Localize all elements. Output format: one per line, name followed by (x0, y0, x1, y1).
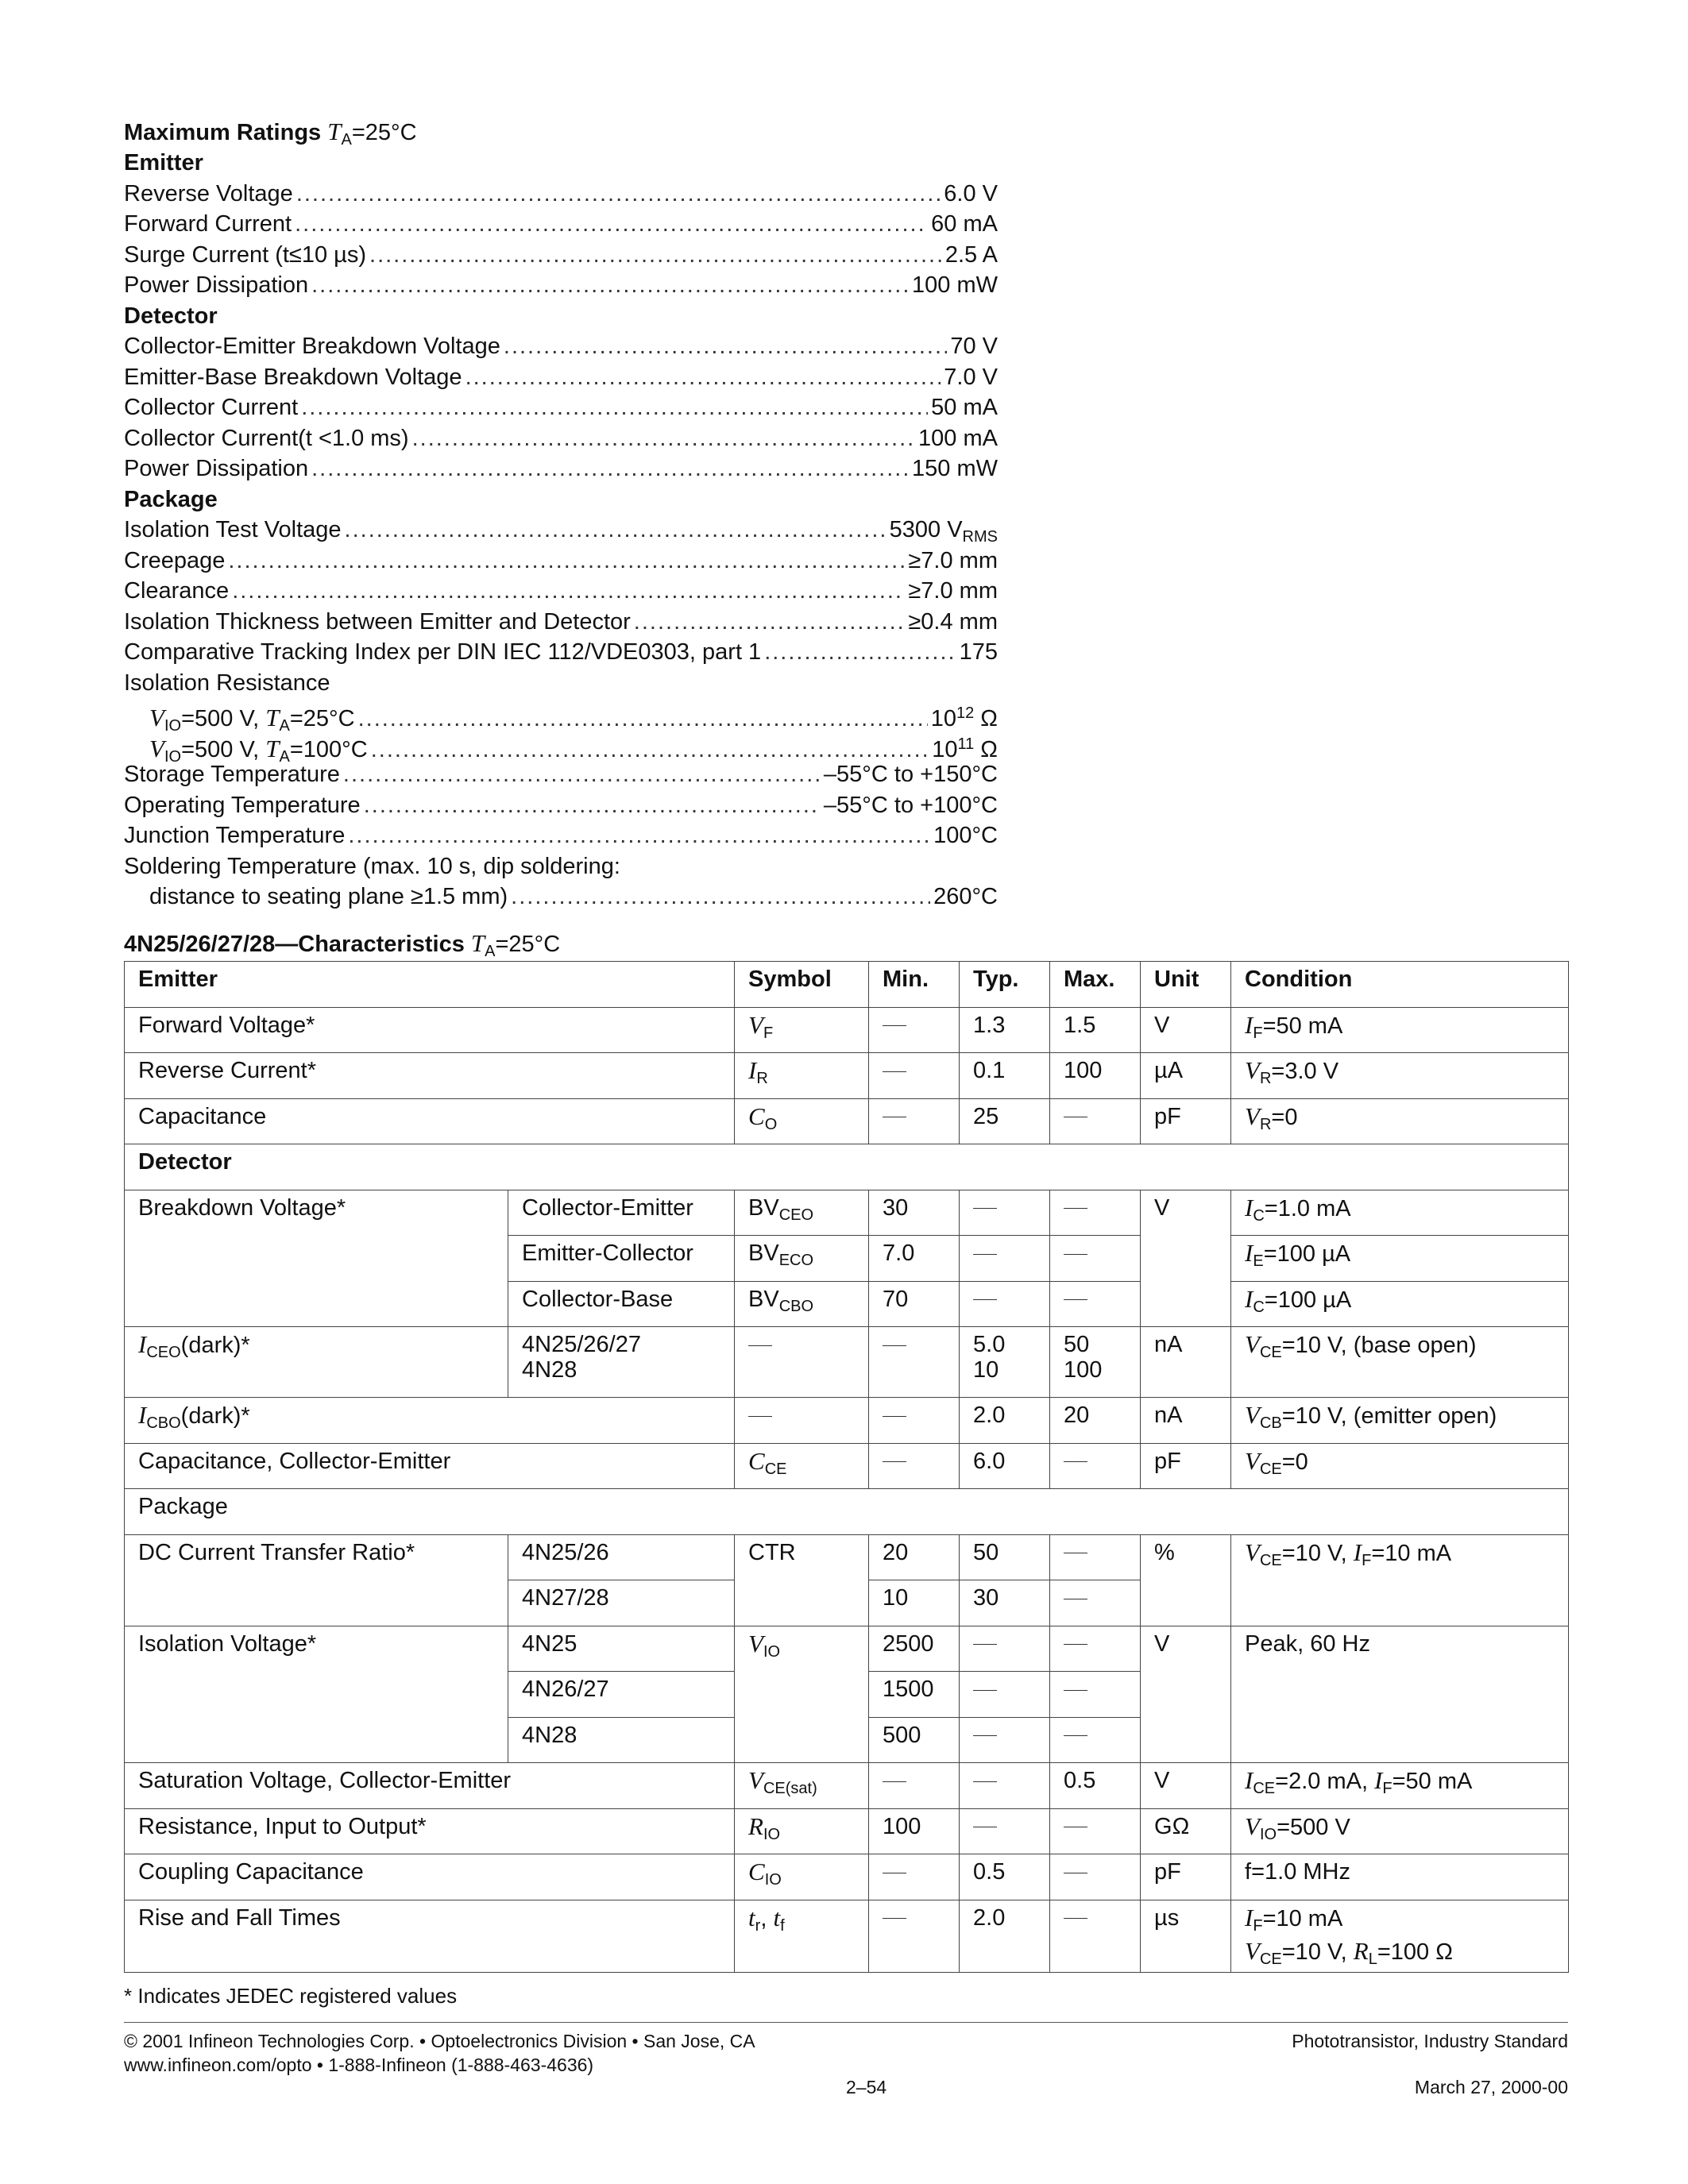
rating-row (124, 209, 998, 240)
table-cell: 7.0 (869, 1236, 960, 1282)
characteristics-table (124, 961, 1569, 1973)
dash-mark (973, 1299, 997, 1300)
table-cell: $C_O$ (735, 1098, 869, 1144)
table-cell: 25 (960, 1098, 1050, 1144)
table-cell: f=1.0 MHz (1231, 1854, 1569, 1900)
table-cell: $V_{CE}=10$ V, $I_F=10$ mA (1231, 1534, 1569, 1626)
rating-row (124, 607, 998, 638)
dot-leader (311, 270, 909, 301)
dot-leader (358, 704, 928, 735)
table-cell: Breakdown Voltage* (125, 1190, 508, 1327)
dash-mark (1064, 1644, 1087, 1645)
table-cell: $I_{CEO}(dark)*$ (125, 1327, 508, 1398)
footer-product-title: Phototransistor, Industry Standard (1292, 2031, 1568, 2051)
rating-value: 70 V (950, 334, 998, 359)
table-cell: GΩ (1141, 1808, 1231, 1854)
dot-leader (511, 882, 930, 913)
rating-value: ≥7.0 mm (908, 578, 998, 604)
maximum-ratings-title: Maximum Ratings $T_A=25^\circ C$ (124, 118, 417, 149)
characteristics-temperature-condition: $T_A=25^\circ C$ (470, 929, 561, 960)
table-cell: $C_{CE}$ (735, 1443, 869, 1489)
dash-mark (973, 1690, 997, 1691)
table-cell: Capacitance, Collector-Emitter (125, 1443, 735, 1489)
rating-value: 7.0 V (944, 364, 998, 390)
rating-label: Collector Current (124, 395, 299, 420)
rating-row (124, 179, 998, 210)
dash-mark (973, 1735, 997, 1736)
table-cell: 70 (869, 1281, 960, 1327)
table-cell (1050, 1626, 1141, 1672)
table-cell (960, 1808, 1050, 1854)
characteristics-title: 4N25/26/27/28—Characteristics $T_A=25^\circ C$ (124, 929, 561, 960)
rating-value: 50 mA (931, 395, 998, 420)
table-cell: $I_R$ (735, 1053, 869, 1099)
table-cell (1050, 1534, 1141, 1580)
table-cell: 0.5 (1050, 1763, 1141, 1809)
header-condition: Condition (1231, 962, 1569, 1008)
table-cell: pF (1141, 1854, 1231, 1900)
table-cell (869, 1900, 960, 1972)
table-cell: 5.0 10 (960, 1327, 1050, 1398)
dash-mark (748, 1345, 772, 1346)
table-cell (1050, 1900, 1141, 1972)
dash-mark (883, 1416, 906, 1417)
rating-label: Operating Temperature (124, 792, 361, 818)
table-cell: $V_R=0$ (1231, 1098, 1569, 1144)
rating-value: 6.0 V (944, 180, 998, 206)
table-row (125, 1443, 1569, 1489)
rating-label: $V_{IO}=500$ V, $T_A=100^\circ C$ (149, 734, 368, 766)
rating-label: Forward Current (124, 211, 292, 237)
table-cell: $V_{IO}$ (735, 1626, 869, 1763)
table-cell: 0.5 (960, 1854, 1050, 1900)
rating-value: 100 mA (918, 425, 998, 451)
table-cell: $V_{IO}=500$ V (1231, 1808, 1569, 1854)
rating-value: 260°C (933, 884, 998, 909)
dash-mark (883, 1461, 906, 1462)
dash-mark (973, 1644, 997, 1645)
dot-leader (296, 179, 941, 210)
table-cell: µs (1141, 1900, 1231, 1972)
table-cell: 1500 (869, 1672, 960, 1718)
rating-row (124, 392, 998, 423)
isolation-resistance-label: Isolation Resistance (124, 669, 330, 696)
rating-row (124, 453, 998, 484)
rating-row (124, 362, 998, 393)
table-cell: 20 (869, 1534, 960, 1580)
dot-leader (634, 607, 906, 638)
table-cell: nA (1141, 1398, 1231, 1444)
dot-leader (764, 637, 956, 668)
rating-value: ≥7.0 mm (908, 547, 998, 573)
rating-label: Reverse Voltage (124, 180, 293, 206)
table-cell (960, 1717, 1050, 1763)
table-cell: Forward Voltage* (125, 1007, 735, 1053)
dash-mark (883, 1071, 906, 1072)
table-cell (1050, 1717, 1141, 1763)
rating-label: Comparative Tracking Index per DIN IEC 112/VDE0303, part 1 (124, 639, 762, 665)
table-cell: 2.0 (960, 1398, 1050, 1444)
table-cell: 2500 (869, 1626, 960, 1672)
table-cell: V (1141, 1007, 1231, 1053)
table-cell (869, 1007, 960, 1053)
table-cell: V (1141, 1763, 1231, 1809)
table-cell (1050, 1236, 1141, 1282)
table-cell: 4N25 (508, 1626, 735, 1672)
rating-row (124, 882, 998, 913)
jedec-footnote: * Indicates JEDEC registered values (124, 1984, 458, 2008)
table-row (125, 1763, 1569, 1809)
table-cell: 4N25/26 (508, 1534, 735, 1580)
table-cell: $I_F=50$ mA (1231, 1007, 1569, 1053)
footer-date: March 27, 2000-00 (1414, 2077, 1568, 2097)
table-cell: 30 (960, 1580, 1050, 1626)
rating-label: Isolation Thickness between Emitter and Detector (124, 608, 631, 635)
table-cell: $V_{CE(sat)}$ (735, 1763, 869, 1809)
rating-label: $V_{IO}=500$ V, $T_A=25^\circ C$ (149, 704, 355, 735)
rating-row (124, 759, 998, 790)
table-cell (735, 1327, 869, 1398)
table-cell: Peak, 60 Hz (1231, 1626, 1569, 1763)
section-row-detector (125, 1144, 1569, 1190)
table-cell (1050, 1854, 1141, 1900)
rating-label: Creepage (124, 547, 226, 573)
dash-mark (1064, 1208, 1087, 1209)
table-cell (869, 1854, 960, 1900)
rating-value: $10^{12}$ Ω (930, 704, 998, 731)
table-cell: 100 (869, 1808, 960, 1854)
table-cell: $I_E=100$ µA (1231, 1236, 1569, 1282)
rating-value: $10^{11}$ Ω (932, 735, 998, 762)
table-row (125, 1398, 1569, 1444)
dash-mark (973, 1208, 997, 1209)
dot-leader (465, 362, 941, 393)
table-row (125, 1190, 1569, 1236)
dot-leader (348, 820, 930, 851)
rating-row (124, 240, 998, 271)
rating-value: 60 mA (931, 211, 998, 237)
dot-leader (301, 392, 928, 423)
table-cell: $t_r$, $t_f$ (735, 1900, 869, 1972)
rating-row (124, 515, 998, 546)
table-cell: nA (1141, 1327, 1231, 1398)
table-cell: $I_C=1.0$ mA (1231, 1190, 1569, 1236)
rating-value: 2.5 A (944, 241, 998, 268)
table-cell: Rise and Fall Times (125, 1900, 735, 1972)
page-number: 2–54 (846, 2077, 887, 2097)
rating-row (124, 820, 998, 851)
dash-mark (973, 1254, 997, 1255)
rating-label: Power Dissipation (124, 456, 309, 481)
table-cell: Collector-Emitter (508, 1190, 735, 1236)
dot-leader (369, 240, 942, 271)
table-cell: Capacitance (125, 1098, 735, 1144)
dot-leader (504, 331, 947, 362)
dash-mark (1064, 1299, 1087, 1300)
dash-mark (748, 1416, 772, 1417)
table-cell: $V_F$ (735, 1007, 869, 1053)
table-cell: 10 (869, 1580, 960, 1626)
header-min: Min. (869, 962, 960, 1008)
table-row (125, 1007, 1569, 1053)
table-cell (1050, 1672, 1141, 1718)
table-cell: 0.1 (960, 1053, 1050, 1099)
rating-value: 175 (959, 639, 998, 665)
table-row (125, 1854, 1569, 1900)
section-row-package (125, 1489, 1569, 1535)
dash-mark (883, 1918, 906, 1919)
table-cell (1050, 1580, 1141, 1626)
table-cell (960, 1626, 1050, 1672)
emitter-heading: Emitter (124, 150, 203, 176)
rating-value: 100 mW (912, 272, 998, 298)
table-cell (735, 1398, 869, 1444)
table-cell: 20 (1050, 1398, 1141, 1444)
table-cell: Package (125, 1489, 1569, 1535)
table-cell: $BV_{CEO}$ (735, 1190, 869, 1236)
rating-row (124, 576, 998, 607)
rating-row (124, 637, 998, 668)
table-cell: µA (1141, 1053, 1231, 1099)
table-cell: $I_F=10$ mA $V_{CE}=10$ V, $R_L=100$ Ω (1231, 1900, 1569, 1972)
table-cell: Isolation Voltage* (125, 1626, 508, 1763)
table-row (125, 1327, 1569, 1398)
rating-label: Power Dissipation (124, 272, 309, 298)
table-cell: Coupling Capacitance (125, 1854, 735, 1900)
table-cell: 4N27/28 (508, 1580, 735, 1626)
table-cell (869, 1398, 960, 1444)
header-symbol: Symbol (735, 962, 869, 1008)
table-cell: % (1141, 1534, 1231, 1626)
dot-leader (228, 546, 905, 577)
table-cell (960, 1236, 1050, 1282)
header-unit: Unit (1141, 962, 1231, 1008)
table-cell (869, 1098, 960, 1144)
table-row (125, 1626, 1569, 1672)
rating-label: Surge Current (t≤10 µs) (124, 241, 367, 268)
table-row (125, 1534, 1569, 1580)
rating-label: Clearance (124, 578, 230, 604)
table-cell: $I_C=100$ µA (1231, 1281, 1569, 1327)
table-cell (869, 1763, 960, 1809)
table-cell (1050, 1190, 1141, 1236)
dash-mark (883, 1345, 906, 1346)
dash-mark (1064, 1735, 1087, 1736)
rating-label: Collector-Emitter Breakdown Voltage (124, 334, 500, 359)
rating-row (124, 423, 998, 454)
table-cell (960, 1281, 1050, 1327)
rating-value: 100°C (933, 823, 998, 848)
rating-row (124, 546, 998, 577)
footer-contact: www.infineon.com/opto • 1-888-Infineon (1-888-463-4636) (124, 2055, 594, 2075)
table-cell (1050, 1098, 1141, 1144)
table-cell: 2.0 (960, 1900, 1050, 1972)
dot-leader (364, 790, 821, 821)
table-cell: $I_{CE}=2.0$ mA, $I_F=50$ mA (1231, 1763, 1569, 1809)
table-cell: 100 (1050, 1053, 1141, 1099)
table-cell: $V_{CB}=10$ V, (emitter open) (1231, 1398, 1569, 1444)
table-cell (869, 1327, 960, 1398)
table-cell (960, 1672, 1050, 1718)
rating-value: 150 mW (912, 456, 998, 481)
table-cell: pF (1141, 1098, 1231, 1144)
table-cell: 1.5 (1050, 1007, 1141, 1053)
table-cell: 50 100 (1050, 1327, 1141, 1398)
dash-mark (1064, 1254, 1087, 1255)
table-row (125, 1900, 1569, 1972)
dash-mark (1064, 1690, 1087, 1691)
rating-label: distance to seating plane ≥1.5 mm) (149, 884, 508, 909)
rating-row (124, 790, 998, 821)
table-cell: 6.0 (960, 1443, 1050, 1489)
package-heading: Package (124, 486, 218, 512)
table-cell: CTR (735, 1534, 869, 1626)
rating-label: Collector Current(t <1.0 ms) (124, 425, 409, 451)
rating-value: ≥0.4 mm (908, 608, 998, 635)
table-cell (960, 1190, 1050, 1236)
detector-heading: Detector (124, 303, 218, 329)
rating-row (124, 270, 998, 301)
table-cell: $I_{CBO}(dark)*$ (125, 1398, 735, 1444)
table-cell: $BV_{ECO}$ (735, 1236, 869, 1282)
table-cell: $V_{CE}=10$ V, (base open) (1231, 1327, 1569, 1398)
table-row (125, 1098, 1569, 1144)
rating-label: Junction Temperature (124, 823, 346, 848)
footer-copyright: © 2001 Infineon Technologies Corp. • Optoelectronics Division • San Jose, CA (124, 2031, 755, 2051)
soldering-label: Soldering Temperature (max. 10 s, dip soldering: (124, 853, 620, 879)
table-cell: 500 (869, 1717, 960, 1763)
table-cell: 30 (869, 1190, 960, 1236)
table-cell: 4N26/27 (508, 1672, 735, 1718)
dash-mark (973, 1781, 997, 1782)
table-cell: V (1141, 1190, 1231, 1327)
table-cell (1050, 1443, 1141, 1489)
table-cell: pF (1141, 1443, 1231, 1489)
header-emitter: Emitter (125, 962, 735, 1008)
dash-mark (1064, 1918, 1087, 1919)
rating-label: Emitter-Base Breakdown Voltage (124, 364, 462, 390)
table-row (125, 1808, 1569, 1854)
dot-leader (232, 576, 905, 607)
rating-value: 5300 $V_{RMS}$ (889, 517, 998, 546)
table-cell: Emitter-Collector (508, 1236, 735, 1282)
table-header-row (125, 962, 1569, 1008)
rating-label: Isolation Test Voltage (124, 517, 342, 542)
header-typ: Typ. (960, 962, 1050, 1008)
table-cell (960, 1763, 1050, 1809)
table-cell: DC Current Transfer Ratio* (125, 1534, 508, 1626)
dot-leader (343, 759, 821, 790)
dot-leader (295, 209, 928, 240)
dot-leader (412, 423, 915, 454)
table-cell (1050, 1808, 1141, 1854)
table-cell: 1.3 (960, 1007, 1050, 1053)
table-cell (869, 1053, 960, 1099)
ratings-temperature-condition: $T_A=25^\circ C$ (327, 118, 417, 149)
rating-value: –55°C to +150°C (823, 762, 998, 787)
rating-label: Storage Temperature (124, 762, 340, 787)
table-cell: 4N28 (508, 1717, 735, 1763)
table-row (125, 1053, 1569, 1099)
table-cell: $V_R=3.0$ V (1231, 1053, 1569, 1099)
table-cell: Reverse Current* (125, 1053, 735, 1099)
rating-value: –55°C to +100°C (823, 792, 998, 818)
rating-row (124, 698, 998, 735)
dash-mark (1064, 1461, 1087, 1462)
table-cell (869, 1443, 960, 1489)
table-cell: $V_{CE}=0$ (1231, 1443, 1569, 1489)
table-cell: Collector-Base (508, 1281, 735, 1327)
maximum-ratings-section (124, 116, 998, 913)
table-cell: 4N25/26/27 4N28 (508, 1327, 735, 1398)
table-cell: $C_{IO}$ (735, 1854, 869, 1900)
table-cell: $BV_{CBO}$ (735, 1281, 869, 1327)
table-cell: $R_{IO}$ (735, 1808, 869, 1854)
dash-mark (883, 1025, 906, 1026)
table-cell: V (1141, 1626, 1231, 1763)
rating-row (124, 331, 998, 362)
dot-leader (345, 515, 886, 546)
table-cell: 50 (960, 1534, 1050, 1580)
header-max: Max. (1050, 962, 1141, 1008)
footer-divider (124, 2022, 1568, 2023)
dot-leader (311, 453, 909, 484)
table-cell (1050, 1281, 1141, 1327)
table-cell: Detector (125, 1144, 1569, 1190)
dash-mark (883, 1781, 906, 1782)
table-cell: Resistance, Input to Output* (125, 1808, 735, 1854)
table-cell: Saturation Voltage, Collector-Emitter (125, 1763, 735, 1809)
